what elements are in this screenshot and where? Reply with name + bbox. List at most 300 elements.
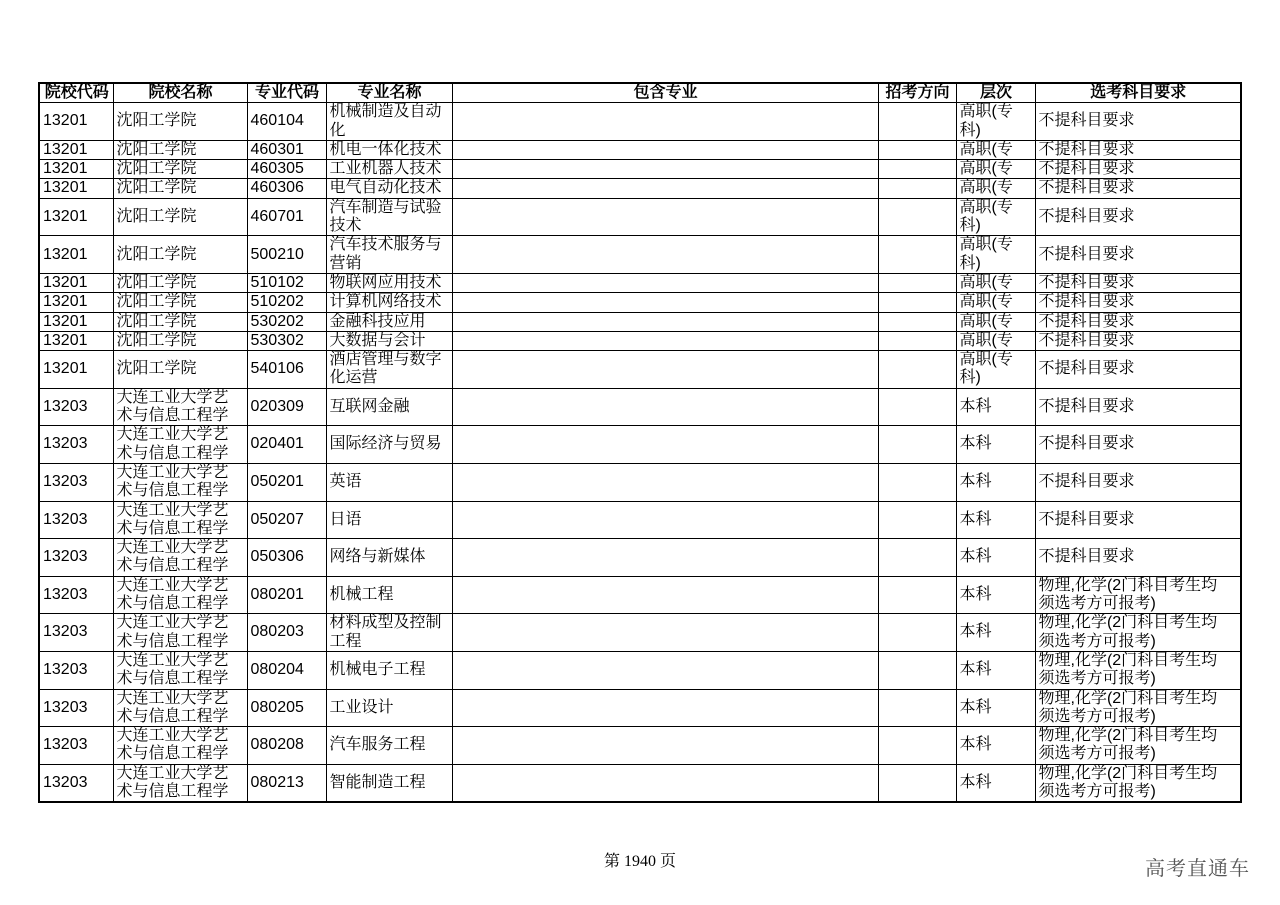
cell-major-code (247, 103, 326, 141)
cell-level (956, 273, 1035, 292)
table-row (39, 140, 1241, 159)
cell-major-code-text: 530202 (250, 312, 304, 330)
cell-school-name-text: 沈阳工学院 (116, 160, 197, 178)
cell-level (956, 764, 1035, 802)
cell-level (956, 576, 1035, 614)
cell-school-name-text: 大连工业大学艺术与信息工程学 (116, 689, 229, 725)
cell-school-code-text: 13203 (43, 661, 88, 679)
cell-school-name-text: 沈阳工学院 (116, 293, 197, 311)
cell-school-name (113, 312, 247, 331)
cell-major-name-text: 计算机网络技术 (329, 293, 442, 311)
cell-level-text: 高职(专 (959, 331, 1013, 349)
cell-direction (878, 198, 956, 236)
cell-major-code (247, 689, 326, 727)
cell-major-code-text: 080205 (250, 698, 304, 716)
cell-school-name (113, 160, 247, 179)
cell-included-majors (452, 140, 878, 159)
cell-requirement-text: 不提科目要求 (1038, 548, 1135, 566)
cell-major-name (326, 689, 452, 727)
cell-level-text: 本科 (959, 736, 992, 754)
cell-requirement (1035, 179, 1241, 198)
cell-level-text: 本科 (959, 473, 992, 491)
cell-level (956, 160, 1035, 179)
cell-school-code (39, 689, 113, 727)
cell-level-text: 高职(专 (959, 160, 1013, 178)
cell-level-text: 高职(专科) (959, 198, 1013, 235)
table-row (39, 351, 1241, 389)
cell-requirement-text: 不提科目要求 (1038, 312, 1135, 330)
cell-school-name (113, 293, 247, 312)
cell-school-name-text: 大连工业大学艺术与信息工程学 (116, 501, 229, 537)
table-row (39, 331, 1241, 350)
table-header (39, 83, 1241, 103)
cell-direction (878, 388, 956, 426)
cell-level-text: 本科 (959, 773, 992, 791)
cell-major-code (247, 576, 326, 614)
cell-direction (878, 689, 956, 727)
cell-level (956, 539, 1035, 577)
header-included-majors: 包含专业 (452, 83, 878, 103)
header-level: 层次 (956, 83, 1035, 103)
cell-major-name-text: 英语 (329, 473, 362, 491)
cell-requirement (1035, 576, 1241, 614)
cell-requirement-text: 不提科目要求 (1038, 397, 1135, 415)
cell-school-code (39, 764, 113, 802)
cell-requirement-text: 物理,化学(2门科目考生均须选考方可报考) (1038, 689, 1218, 725)
table-row (39, 501, 1241, 539)
cell-major-code-text: 080213 (250, 773, 304, 791)
cell-school-name (113, 501, 247, 539)
cell-school-name (113, 140, 247, 159)
cell-requirement (1035, 293, 1241, 312)
cell-level (956, 463, 1035, 501)
cell-requirement-text: 不提科目要求 (1038, 160, 1135, 178)
cell-school-code-text: 13203 (43, 698, 88, 716)
cell-major-name-text: 汽车技术服务与营销 (329, 236, 442, 272)
cell-school-code (39, 463, 113, 501)
cell-requirement (1035, 103, 1241, 141)
cell-major-code (247, 331, 326, 350)
cell-school-code-text: 13201 (43, 179, 88, 197)
cell-school-name-text: 大连工业大学艺术与信息工程学 (116, 651, 229, 688)
cell-requirement (1035, 236, 1241, 274)
cell-school-name-text: 沈阳工学院 (116, 112, 197, 130)
cell-school-code-text: 13201 (43, 160, 88, 178)
cell-major-name-text: 工业设计 (329, 698, 394, 716)
cell-requirement (1035, 651, 1241, 689)
cell-requirement (1035, 198, 1241, 236)
cell-requirement-text: 物理,化学(2门科目考生均须选考方可报考) (1038, 651, 1218, 688)
cell-level-text: 高职(专 (959, 179, 1013, 197)
cell-level (956, 388, 1035, 426)
cell-major-code (247, 426, 326, 464)
cell-level-text: 高职(专科) (959, 351, 1013, 387)
cell-included-majors (452, 331, 878, 350)
cell-school-code (39, 179, 113, 198)
table-row (39, 426, 1241, 464)
cell-major-name (326, 179, 452, 198)
cell-major-name (326, 764, 452, 802)
cell-major-name (326, 140, 452, 159)
cell-included-majors (452, 179, 878, 198)
table-row (39, 198, 1241, 236)
cell-school-name-text: 沈阳工学院 (116, 140, 197, 158)
cell-direction (878, 179, 956, 198)
cell-school-code-text: 13203 (43, 773, 88, 791)
cell-level (956, 426, 1035, 464)
cell-school-code (39, 273, 113, 292)
cell-school-code (39, 293, 113, 312)
cell-level-text: 本科 (959, 397, 992, 415)
cell-major-name (326, 614, 452, 652)
cell-major-name-text: 汽车服务工程 (329, 736, 426, 754)
header-major-code: 专业代码 (247, 83, 326, 103)
cell-school-name (113, 236, 247, 274)
cell-included-majors (452, 293, 878, 312)
cell-major-name-text: 工业机器人技术 (329, 160, 442, 178)
cell-major-name (326, 539, 452, 577)
cell-requirement (1035, 140, 1241, 159)
cell-direction (878, 140, 956, 159)
cell-major-name (326, 198, 452, 236)
cell-level (956, 236, 1035, 274)
cell-major-name-text: 酒店管理与数字化运营 (329, 351, 442, 387)
cell-major-code (247, 140, 326, 159)
cell-requirement (1035, 351, 1241, 389)
cell-major-code (247, 198, 326, 236)
cell-major-name (326, 426, 452, 464)
cell-school-name-text: 沈阳工学院 (116, 179, 197, 197)
cell-included-majors (452, 727, 878, 765)
cell-included-majors (452, 312, 878, 331)
table-row (39, 273, 1241, 292)
cell-requirement-text: 物理,化学(2门科目考生均须选考方可报考) (1038, 727, 1218, 763)
cell-major-name (326, 236, 452, 274)
cell-major-name (326, 388, 452, 426)
cell-major-code (247, 463, 326, 501)
cell-major-code-text: 080204 (250, 661, 304, 679)
cell-major-code-text: 080208 (250, 736, 304, 754)
table-row (39, 293, 1241, 312)
cell-requirement-text: 不提科目要求 (1038, 179, 1135, 197)
cell-school-code (39, 727, 113, 765)
table-row (39, 103, 1241, 141)
cell-major-name (326, 351, 452, 389)
cell-major-code (247, 727, 326, 765)
cell-included-majors (452, 103, 878, 141)
cell-school-code (39, 576, 113, 614)
cell-requirement (1035, 764, 1241, 802)
cell-requirement (1035, 273, 1241, 292)
cell-requirement-text: 不提科目要求 (1038, 245, 1135, 263)
cell-included-majors (452, 351, 878, 389)
header-school-name: 院校名称 (113, 83, 247, 103)
cell-requirement-text: 不提科目要求 (1038, 273, 1135, 291)
cell-school-code-text: 13201 (43, 312, 88, 330)
cell-direction (878, 539, 956, 577)
cell-school-name (113, 463, 247, 501)
cell-school-code-text: 13201 (43, 273, 88, 291)
cell-major-name (326, 312, 452, 331)
cell-requirement-text: 不提科目要求 (1038, 207, 1135, 225)
cell-major-code-text: 510102 (250, 273, 304, 291)
cell-school-name (113, 614, 247, 652)
cell-major-code-text: 510202 (250, 293, 304, 311)
cell-major-name (326, 273, 452, 292)
cell-level-text: 本科 (959, 661, 992, 679)
cell-level-text: 本科 (959, 510, 992, 528)
cell-requirement-text: 不提科目要求 (1038, 331, 1135, 349)
cell-requirement-text: 不提科目要求 (1038, 435, 1135, 453)
cell-level (956, 293, 1035, 312)
cell-major-code (247, 501, 326, 539)
cell-school-name (113, 576, 247, 614)
cell-requirement (1035, 463, 1241, 501)
cell-requirement (1035, 539, 1241, 577)
cell-requirement (1035, 160, 1241, 179)
cell-level (956, 351, 1035, 389)
cell-school-name-text: 大连工业大学艺术与信息工程学 (116, 727, 229, 763)
cell-major-code (247, 764, 326, 802)
cell-level-text: 高职(专科) (959, 103, 1013, 139)
cell-school-code (39, 351, 113, 389)
cell-level (956, 140, 1035, 159)
cell-level (956, 651, 1035, 689)
cell-included-majors (452, 463, 878, 501)
cell-major-code-text: 460306 (250, 179, 304, 197)
header-row (39, 83, 1241, 103)
cell-major-code (247, 351, 326, 389)
cell-major-name (326, 576, 452, 614)
cell-school-code-text: 13201 (43, 293, 88, 311)
table-row (39, 388, 1241, 426)
cell-school-name-text: 大连工业大学艺术与信息工程学 (116, 576, 229, 613)
cell-level-text: 高职(专 (959, 312, 1013, 330)
cell-major-code-text: 460701 (250, 207, 304, 225)
cell-school-name-text: 沈阳工学院 (116, 312, 197, 330)
cell-school-code (39, 331, 113, 350)
cell-major-code (247, 293, 326, 312)
cell-school-code (39, 160, 113, 179)
table-row (39, 727, 1241, 765)
cell-school-code-text: 13201 (43, 331, 88, 349)
cell-school-name-text: 大连工业大学艺术与信息工程学 (116, 614, 229, 650)
cell-included-majors (452, 388, 878, 426)
cell-direction (878, 426, 956, 464)
cell-school-code (39, 614, 113, 652)
cell-included-majors (452, 426, 878, 464)
cell-requirement-text: 物理,化学(2门科目考生均须选考方可报考) (1038, 576, 1218, 613)
cell-included-majors (452, 198, 878, 236)
cell-school-code-text: 13203 (43, 548, 88, 566)
cell-major-code (247, 160, 326, 179)
cell-included-majors (452, 651, 878, 689)
cell-major-code-text: 080201 (250, 585, 304, 603)
cell-level (956, 614, 1035, 652)
cell-major-name (326, 103, 452, 141)
cell-school-name (113, 689, 247, 727)
cell-major-name-text: 机械工程 (329, 585, 394, 603)
cell-school-code-text: 13203 (43, 510, 88, 528)
cell-level-text: 高职(专 (959, 293, 1013, 311)
cell-level-text: 本科 (959, 585, 992, 603)
cell-school-name (113, 198, 247, 236)
cell-school-code (39, 539, 113, 577)
cell-school-name-text: 大连工业大学艺术与信息工程学 (116, 539, 229, 575)
cell-direction (878, 351, 956, 389)
cell-included-majors (452, 539, 878, 577)
cell-school-code-text: 13201 (43, 112, 88, 130)
cell-major-name (326, 727, 452, 765)
cell-direction (878, 160, 956, 179)
cell-school-code-text: 13203 (43, 473, 88, 491)
cell-school-code-text: 13203 (43, 435, 88, 453)
cell-major-code (247, 236, 326, 274)
watermark-text: 高考直通车 (1145, 858, 1250, 880)
cell-requirement (1035, 331, 1241, 350)
cell-requirement-text: 不提科目要求 (1038, 360, 1135, 378)
cell-major-code-text: 540106 (250, 360, 304, 378)
cell-major-code-text: 020309 (250, 397, 304, 415)
cell-major-code-text: 530302 (250, 331, 304, 349)
cell-direction (878, 727, 956, 765)
cell-major-name-text: 国际经济与贸易 (329, 435, 442, 453)
cell-school-name (113, 331, 247, 350)
cell-level-text: 本科 (959, 548, 992, 566)
cell-school-name (113, 727, 247, 765)
cell-school-code (39, 312, 113, 331)
cell-major-name (326, 293, 452, 312)
cell-school-code (39, 236, 113, 274)
cell-level-text: 高职(专 (959, 140, 1013, 158)
cell-level (956, 198, 1035, 236)
cell-direction (878, 501, 956, 539)
page-number: 第 1940 页 (603, 853, 676, 870)
cell-school-code-text: 13201 (43, 207, 88, 225)
cell-major-name-text: 金融科技应用 (329, 312, 426, 330)
table-row (39, 689, 1241, 727)
table-row (39, 236, 1241, 274)
cell-school-name-text: 沈阳工学院 (116, 207, 197, 225)
cell-major-name-text: 电气自动化技术 (329, 179, 442, 197)
cell-direction (878, 236, 956, 274)
cell-included-majors (452, 614, 878, 652)
cell-school-name-text: 大连工业大学艺术与信息工程学 (116, 764, 229, 800)
cell-major-name (326, 331, 452, 350)
cell-requirement (1035, 689, 1241, 727)
cell-direction (878, 312, 956, 331)
header-requirement: 选考科目要求 (1035, 83, 1241, 103)
cell-requirement (1035, 727, 1241, 765)
table-row (39, 614, 1241, 652)
cell-school-code-text: 13203 (43, 585, 88, 603)
cell-included-majors (452, 273, 878, 292)
cell-level (956, 727, 1035, 765)
cell-major-name (326, 160, 452, 179)
cell-major-name-text: 大数据与会计 (329, 331, 426, 349)
cell-school-code (39, 103, 113, 141)
cell-major-name (326, 501, 452, 539)
cell-included-majors (452, 236, 878, 274)
cell-direction (878, 576, 956, 614)
cell-direction (878, 273, 956, 292)
cell-major-code-text: 080203 (250, 623, 304, 641)
cell-level-text: 高职(专 (959, 273, 1013, 291)
table-row (39, 764, 1241, 802)
cell-school-name (113, 388, 247, 426)
cell-major-code (247, 651, 326, 689)
table-row (39, 463, 1241, 501)
cell-school-code (39, 426, 113, 464)
cell-level-text: 本科 (959, 698, 992, 716)
cell-included-majors (452, 576, 878, 614)
cell-requirement (1035, 388, 1241, 426)
cell-requirement-text: 不提科目要求 (1038, 510, 1135, 528)
cell-included-majors (452, 764, 878, 802)
cell-major-name-text: 互联网金融 (329, 397, 410, 415)
cell-school-name (113, 539, 247, 577)
cell-major-code (247, 179, 326, 198)
cell-school-name (113, 273, 247, 292)
cell-major-name (326, 463, 452, 501)
table-row (39, 179, 1241, 198)
cell-direction (878, 651, 956, 689)
cell-school-code (39, 140, 113, 159)
cell-school-name-text: 大连工业大学艺术与信息工程学 (116, 388, 229, 425)
cell-included-majors (452, 689, 878, 727)
cell-level (956, 331, 1035, 350)
header-major-name: 专业名称 (326, 83, 452, 103)
cell-school-code-text: 13203 (43, 623, 88, 641)
cell-level (956, 179, 1035, 198)
table-row (39, 160, 1241, 179)
cell-school-code-text: 13201 (43, 360, 88, 378)
cell-major-code (247, 388, 326, 426)
cell-major-code-text: 460305 (250, 160, 304, 178)
cell-requirement (1035, 426, 1241, 464)
cell-school-name-text: 沈阳工学院 (116, 245, 197, 263)
cell-school-name-text: 沈阳工学院 (116, 331, 197, 349)
cell-major-name-text: 智能制造工程 (329, 773, 426, 791)
cell-level (956, 103, 1035, 141)
cell-level-text: 本科 (959, 623, 992, 641)
header-school-code: 院校代码 (39, 83, 113, 103)
cell-school-name (113, 651, 247, 689)
cell-major-code-text: 460104 (250, 112, 304, 130)
cell-major-code-text: 020401 (250, 435, 304, 453)
cell-included-majors (452, 160, 878, 179)
cell-school-code (39, 388, 113, 426)
cell-requirement (1035, 501, 1241, 539)
cell-major-name-text: 汽车制造与试验技术 (329, 198, 442, 235)
cell-school-code-text: 13203 (43, 736, 88, 754)
cell-direction (878, 331, 956, 350)
cell-major-code (247, 273, 326, 292)
cell-level-text: 本科 (959, 435, 992, 453)
cell-level (956, 312, 1035, 331)
cell-requirement-text: 不提科目要求 (1038, 293, 1135, 311)
cell-major-name-text: 机械电子工程 (329, 661, 426, 679)
cell-requirement-text: 物理,化学(2门科目考生均须选考方可报考) (1038, 764, 1218, 800)
cell-school-name-text: 大连工业大学艺术与信息工程学 (116, 426, 229, 462)
cell-direction (878, 614, 956, 652)
cell-major-code (247, 614, 326, 652)
cell-requirement (1035, 614, 1241, 652)
cell-major-name-text: 网络与新媒体 (329, 548, 426, 566)
cell-direction (878, 463, 956, 501)
cell-major-code-text: 050207 (250, 510, 304, 528)
header-direction: 招考方向 (878, 83, 956, 103)
